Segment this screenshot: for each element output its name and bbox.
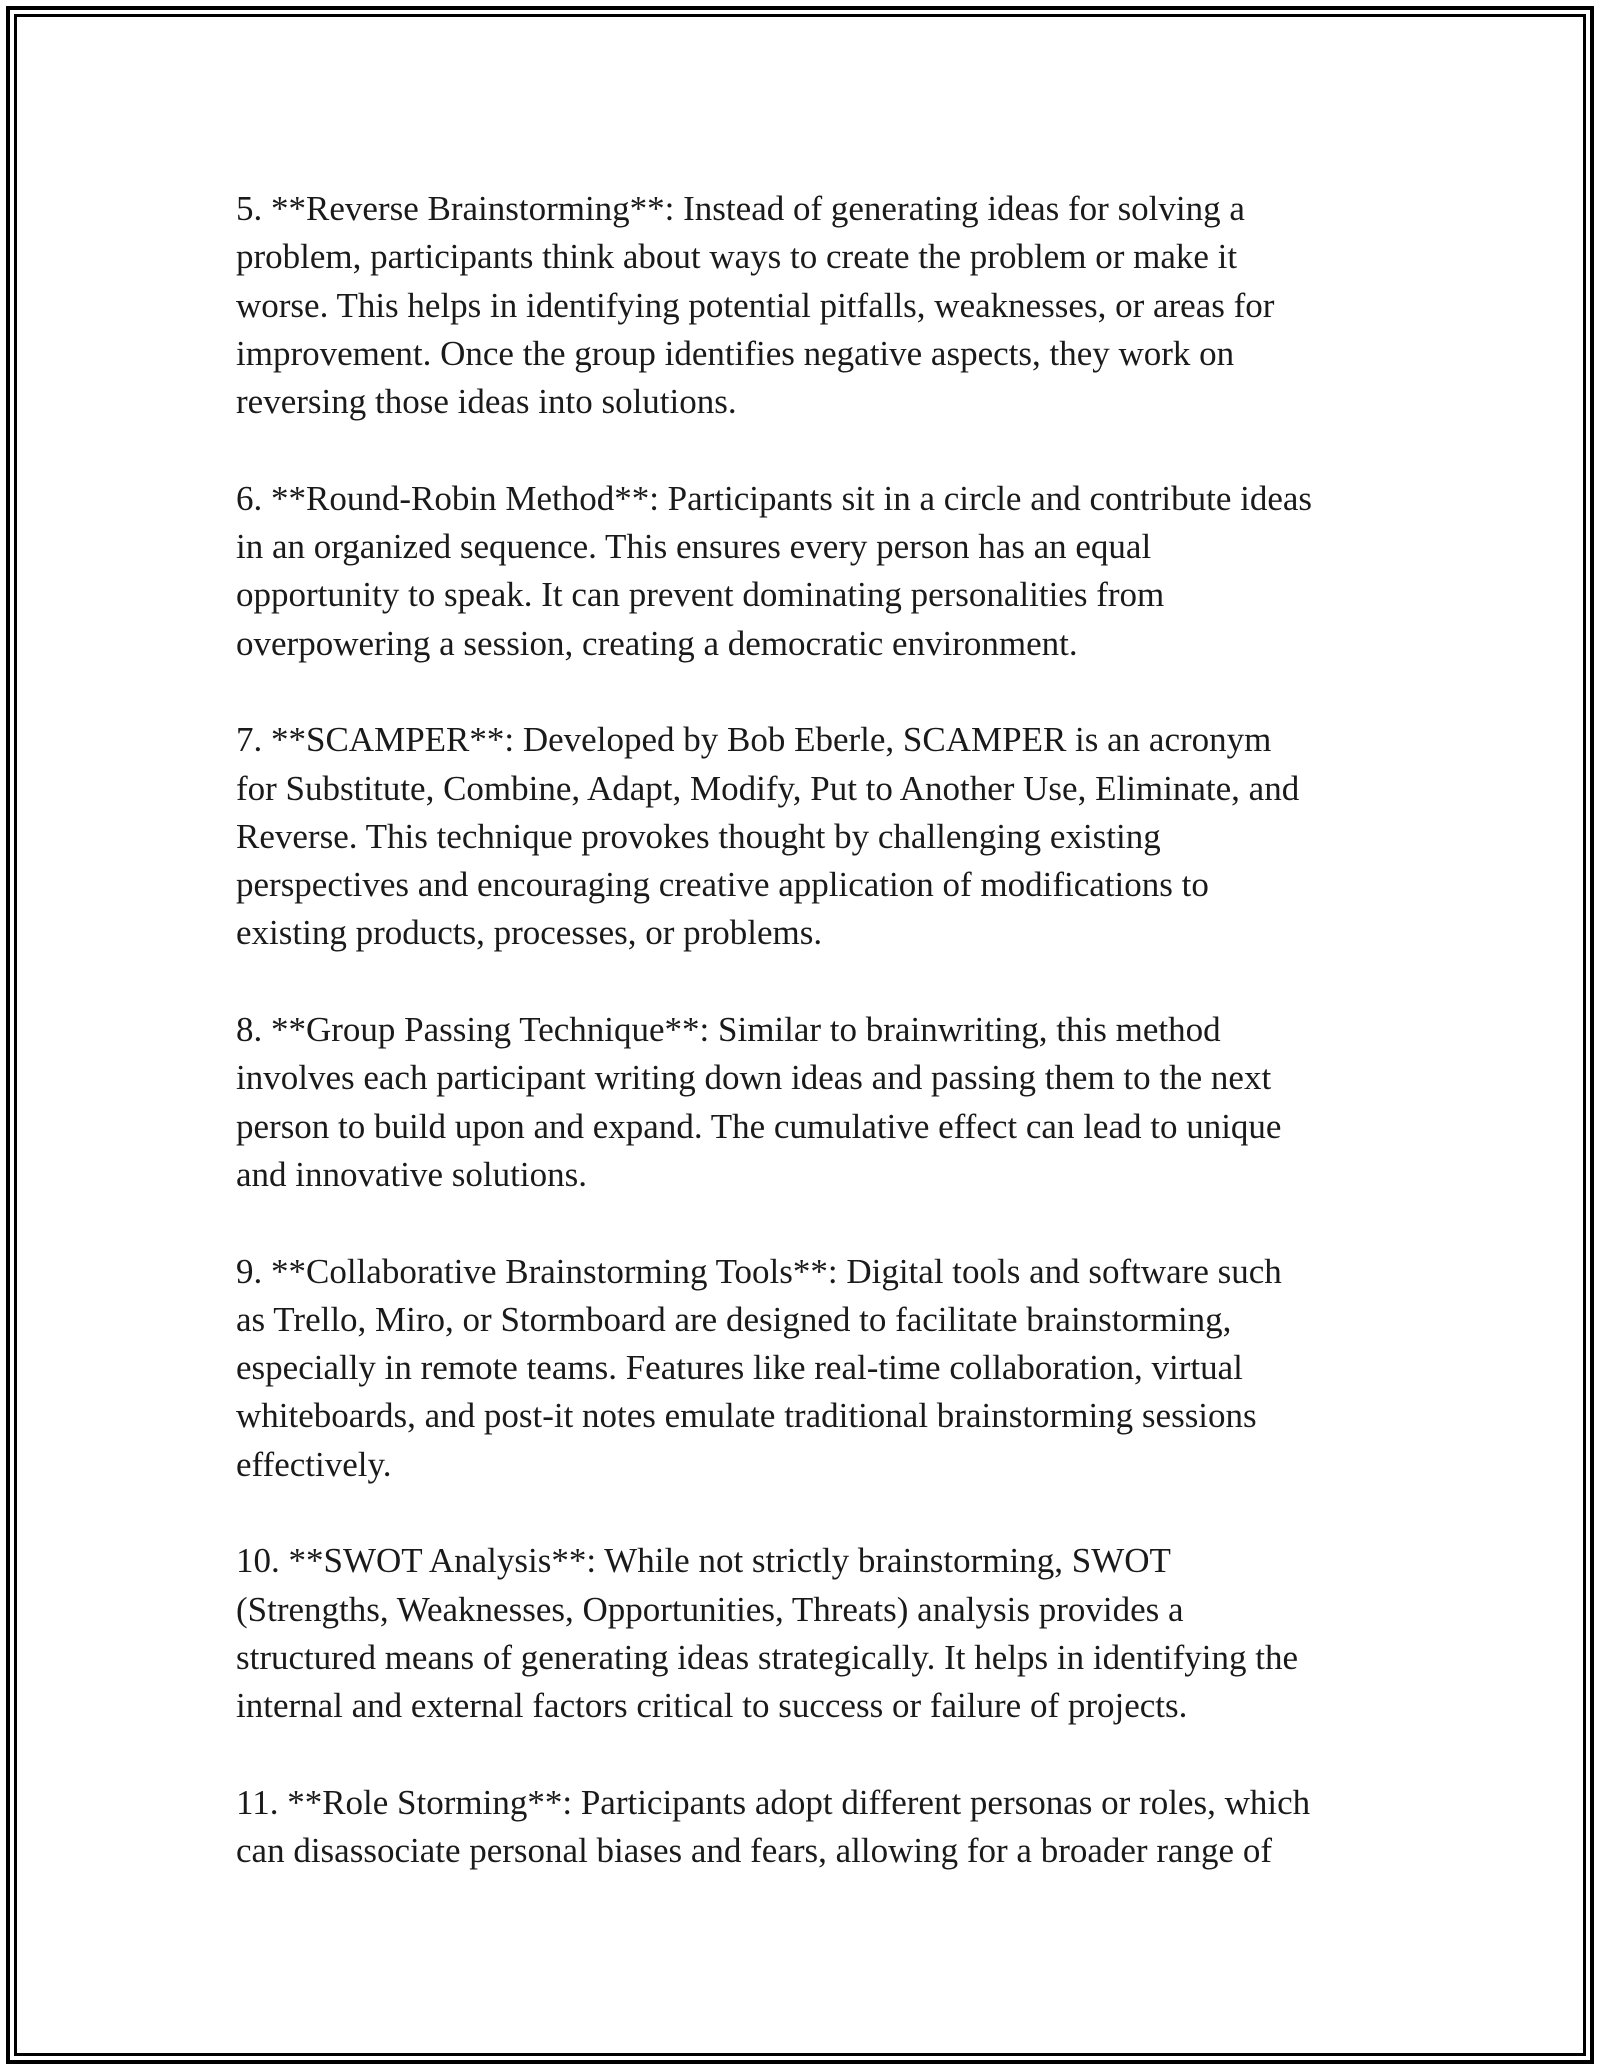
text-line: especially in remote teams. Features like real-time collaboration, virtual xyxy=(236,1348,1243,1388)
text-line: worse. This helps in identifying potential pitfalls, weaknesses, or areas for xyxy=(236,285,1275,325)
text-line: person to build upon and expand. The cumulative effect can lead to unique xyxy=(236,1106,1282,1146)
text-line: can disassociate personal biases and fears, allowing for a broader range of xyxy=(236,1831,1272,1871)
text-line: existing products, processes, or problems. xyxy=(236,913,823,953)
text-line: (Strengths, Weaknesses, Opportunities, Threats) analysis provides a xyxy=(236,1589,1184,1629)
paragraph-item-9 xyxy=(236,1248,1396,1489)
text-line: 10. **SWOT Analysis**: While not strictly brainstorming, SWOT xyxy=(236,1541,1171,1581)
text-line: 6. **Round-Robin Method**: Participants sit in a circle and contribute ideas xyxy=(236,478,1313,518)
text-line: overpowering a session, creating a democratic environment. xyxy=(236,623,1078,663)
document-body xyxy=(236,185,1396,1875)
text-line: problem, participants think about ways to create the problem or make it xyxy=(236,237,1238,277)
text-line: Reverse. This technique provokes thought by challenging existing xyxy=(236,816,1161,856)
paragraph-item-8 xyxy=(236,1006,1396,1199)
paragraph-item-7 xyxy=(236,716,1396,957)
text-line: perspectives and encouraging creative application of modifications to xyxy=(236,865,1209,905)
text-line: for Substitute, Combine, Adapt, Modify, Put to Another Use, Eliminate, and xyxy=(236,768,1300,808)
text-line: 9. **Collaborative Brainstorming Tools**: Digital tools and software such xyxy=(236,1251,1282,1291)
text-line: involves each participant writing down ideas and passing them to the next xyxy=(236,1058,1272,1098)
text-line: whiteboards, and post-it notes emulate traditional brainstorming sessions xyxy=(236,1396,1257,1436)
text-line: as Trello, Miro, or Stormboard are designed to facilitate brainstorming, xyxy=(236,1299,1232,1339)
text-line: effectively. xyxy=(236,1444,392,1484)
text-line: and innovative solutions. xyxy=(236,1154,587,1194)
text-line: 7. **SCAMPER**: Developed by Bob Eberle, SCAMPER is an acronym xyxy=(236,720,1272,760)
text-line: opportunity to speak. It can prevent dominating personalities from xyxy=(236,575,1165,615)
paragraph-item-6 xyxy=(236,475,1396,668)
text-line: 5. **Reverse Brainstorming**: Instead of generating ideas for solving a xyxy=(236,189,1245,228)
text-line: 8. **Group Passing Technique**: Similar to brainwriting, this method xyxy=(236,1010,1221,1050)
text-line: internal and external factors critical to success or failure of projects. xyxy=(236,1686,1188,1726)
text-line: structured means of generating ideas strategically. It helps in identifying the xyxy=(236,1637,1298,1677)
text-line: 11. **Role Storming**: Participants adopt different personas or roles, which xyxy=(236,1782,1311,1822)
paragraph-item-5 xyxy=(236,185,1396,426)
text-line: improvement. Once the group identifies negative aspects, they work on xyxy=(236,333,1235,373)
text-line: in an organized sequence. This ensures every person has an equal xyxy=(236,527,1152,567)
paragraph-item-11 xyxy=(236,1779,1396,1876)
text-line: reversing those ideas into solutions. xyxy=(236,382,737,422)
paragraph-item-10 xyxy=(236,1537,1396,1730)
